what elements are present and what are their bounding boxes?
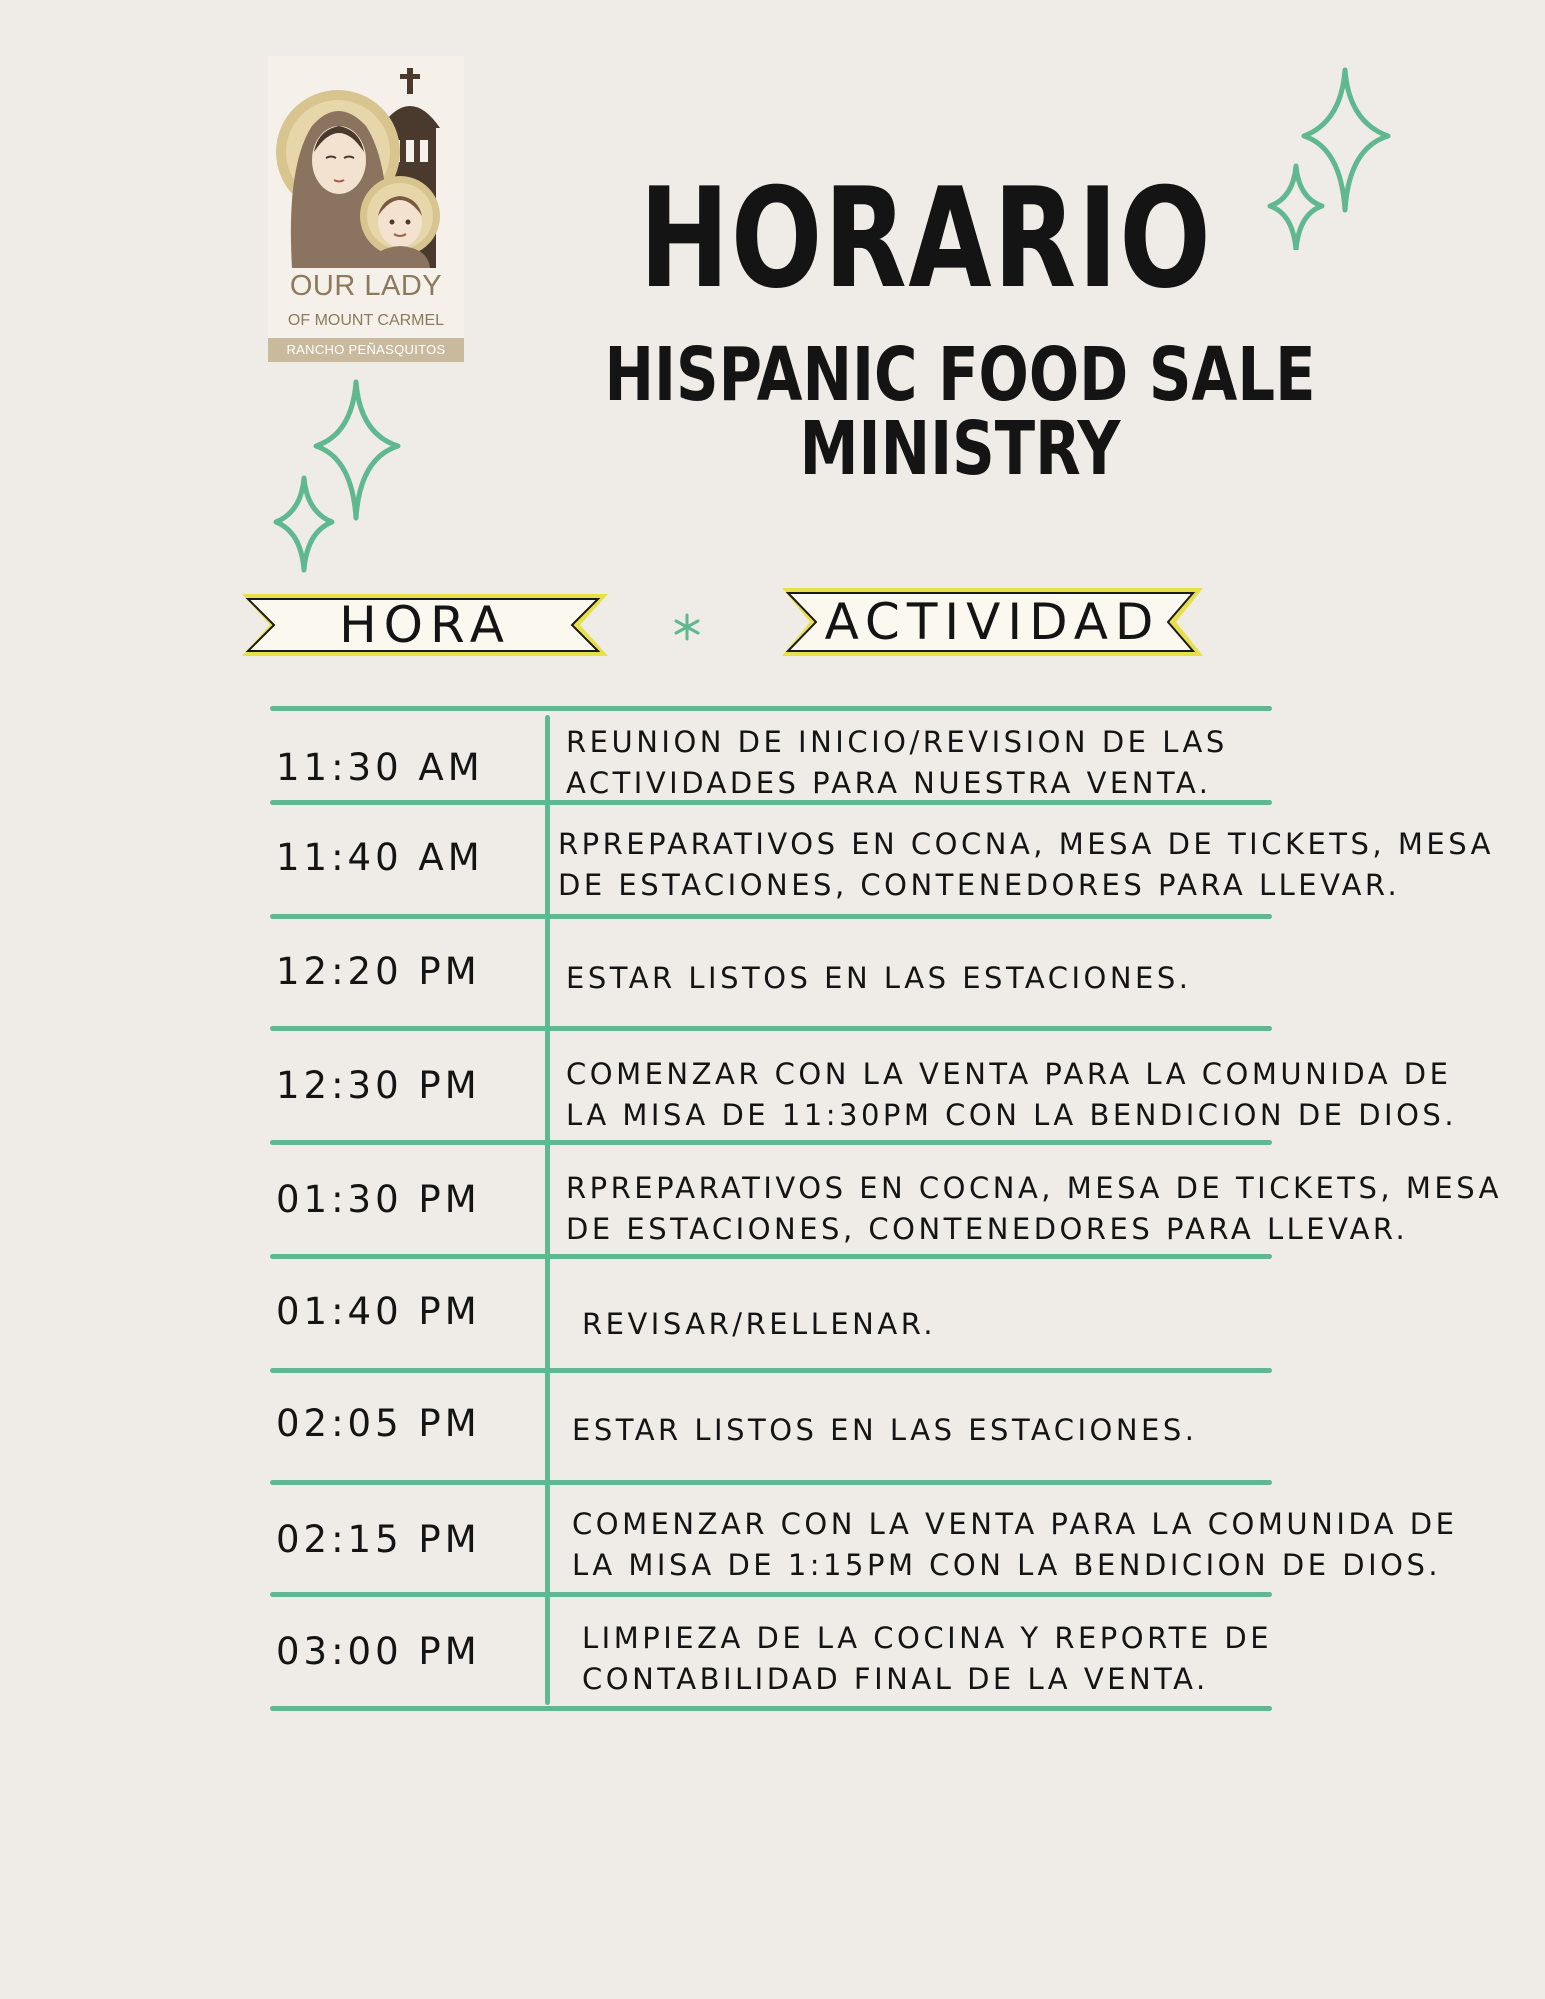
madonna-child-illustration xyxy=(268,56,464,268)
logo-text-rancho: RANCHO PEÑASQUITOS xyxy=(268,338,464,362)
row-activity xyxy=(582,1618,1545,1700)
logo-text-our-lady: OUR LADY xyxy=(289,270,443,302)
table-rule xyxy=(270,914,1272,919)
table-rule xyxy=(270,1368,1272,1373)
table-divider xyxy=(545,715,550,1705)
activity-line: RPREPARATIVOS EN COCNA, MESA DE TICKETS, MESA xyxy=(558,827,1494,861)
row-activity xyxy=(566,958,1545,999)
table-rule xyxy=(270,1140,1272,1145)
hora-banner xyxy=(240,590,610,660)
sparkle-icon-left xyxy=(262,378,412,578)
table-rule xyxy=(270,1026,1272,1031)
parish-logo xyxy=(268,56,464,362)
row-time: 12:20 PM xyxy=(276,950,481,993)
table-rule xyxy=(270,706,1272,711)
page-subtitle: HISPANIC FOOD SALE MINISTRY xyxy=(604,332,1316,492)
sparkle-icon-top-right xyxy=(1250,60,1400,250)
actividad-banner xyxy=(780,584,1205,660)
table-rule xyxy=(270,1254,1272,1259)
row-time: 03:00 PM xyxy=(276,1630,481,1673)
header-hora: HORA xyxy=(339,596,511,654)
row-activity xyxy=(566,1054,1545,1136)
activity-line: ACTIVIDADES PARA NUESTRA VENTA. xyxy=(566,766,1212,800)
table-rule xyxy=(270,1706,1272,1711)
activity-line: LA MISA DE 11:30PM CON LA BENDICION DE DIOS. xyxy=(566,1098,1458,1132)
activity-line: ESTAR LISTOS EN LAS ESTACIONES. xyxy=(572,1413,1198,1447)
asterisk-icon xyxy=(672,612,702,642)
row-activity xyxy=(572,1410,1545,1451)
activity-line: COMENZAR CON LA VENTA PARA LA COMUNIDA DE xyxy=(572,1507,1458,1541)
row-time: 02:15 PM xyxy=(276,1518,481,1561)
activity-line: REUNION DE INICIO/REVISION DE LAS xyxy=(566,725,1228,759)
logo-text-mount-carmel: OF MOUNT CARMEL xyxy=(287,312,445,329)
activity-line: LA MISA DE 1:15PM CON LA BENDICION DE DIOS. xyxy=(572,1548,1442,1582)
page-title: HORARIO xyxy=(639,158,1213,319)
activity-line: CONTABILIDAD FINAL DE LA VENTA. xyxy=(582,1662,1209,1696)
table-rule xyxy=(270,1480,1272,1485)
row-activity xyxy=(572,1504,1545,1586)
row-time: 11:40 AM xyxy=(276,836,484,879)
activity-line: DE ESTACIONES, CONTENEDORES PARA LLEVAR. xyxy=(558,868,1401,902)
row-time: 01:40 PM xyxy=(276,1290,481,1333)
row-time: 01:30 PM xyxy=(276,1178,481,1221)
activity-line: COMENZAR CON LA VENTA PARA LA COMUNIDA DE xyxy=(566,1057,1452,1091)
row-time: 11:30 AM xyxy=(276,746,484,789)
activity-line: LIMPIEZA DE LA COCINA Y REPORTE DE xyxy=(582,1621,1273,1655)
activity-line: ESTAR LISTOS EN LAS ESTACIONES. xyxy=(566,961,1192,995)
row-time: 12:30 PM xyxy=(276,1064,481,1107)
header-actividad: ACTIVIDAD xyxy=(824,593,1161,651)
row-activity xyxy=(566,1168,1545,1250)
row-activity xyxy=(582,1304,1545,1345)
activity-line: DE ESTACIONES, CONTENEDORES PARA LLEVAR. xyxy=(566,1212,1409,1246)
row-activity xyxy=(566,722,1545,804)
activity-line: RPREPARATIVOS EN COCNA, MESA DE TICKETS, MESA xyxy=(566,1171,1502,1205)
activity-line: REVISAR/RELLENAR. xyxy=(582,1307,937,1341)
row-time: 02:05 PM xyxy=(276,1402,481,1445)
table-rule xyxy=(270,1592,1272,1597)
row-activity xyxy=(558,824,1545,906)
